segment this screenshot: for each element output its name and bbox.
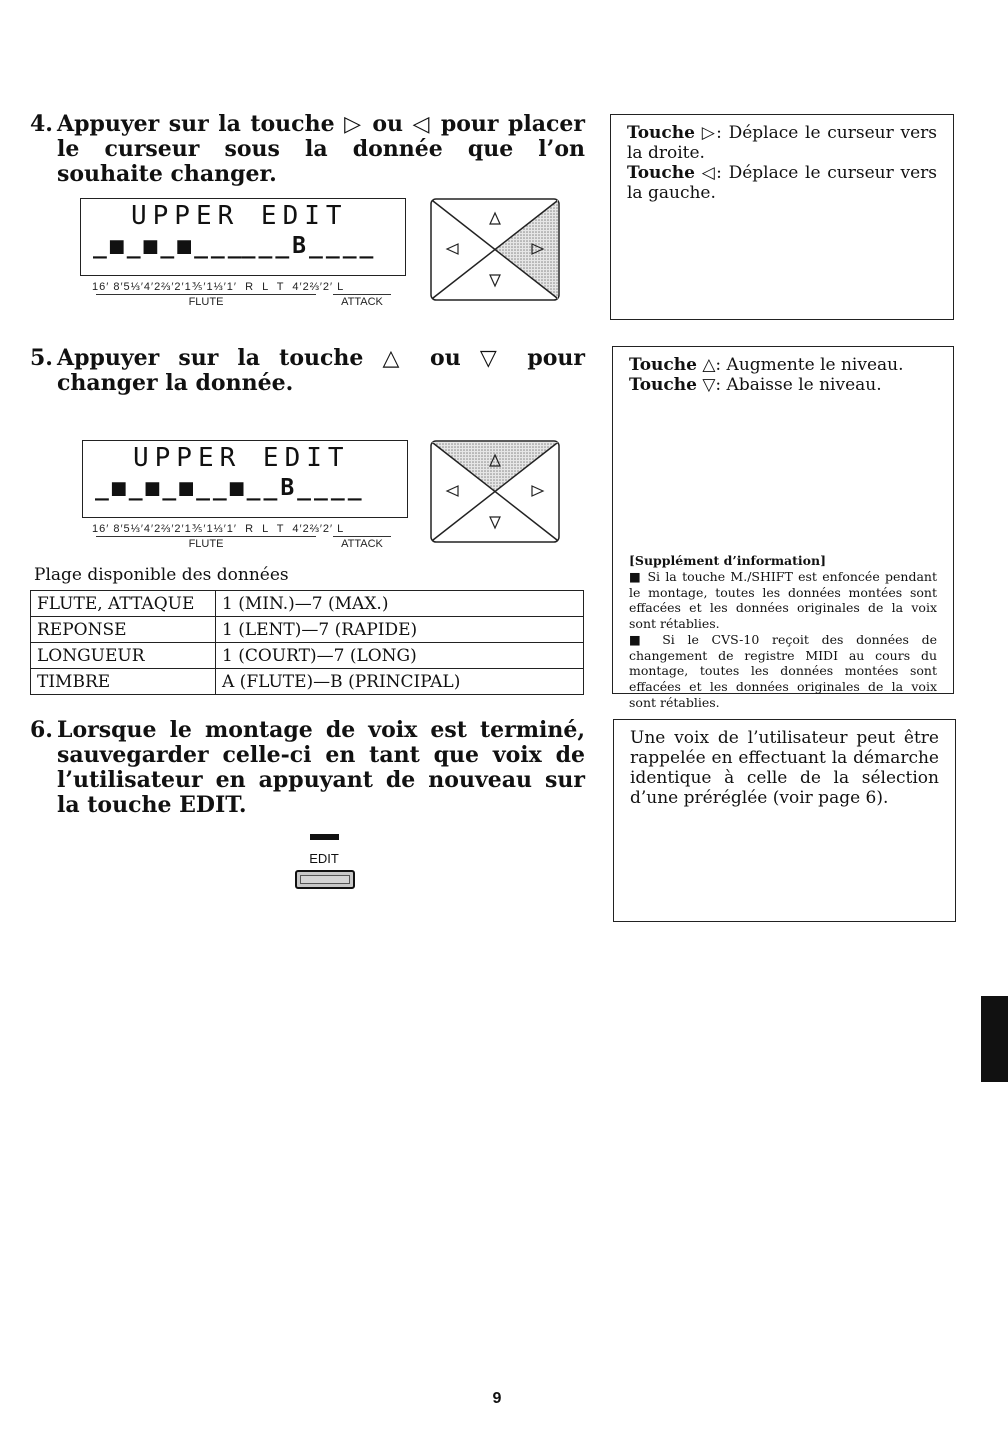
- step-text: Appuyer sur la touche △ ou ▽ pour changer la donnée.: [57, 345, 585, 396]
- lcd-group-attack: ATTACK: [333, 294, 391, 308]
- lcd-data-row: _■_■_■___̲__B____: [93, 233, 377, 259]
- up-arrow-icon: △: [702, 355, 716, 375]
- lcd-group-attack: ATTACK: [333, 536, 391, 550]
- table-cell: A (FLUTE)—B (PRINCIPAL): [216, 669, 584, 695]
- note-key-label: Touche: [627, 163, 695, 183]
- edit-button[interactable]: [295, 870, 355, 889]
- table-cell: 1 (MIN.)—7 (MAX.): [216, 591, 584, 617]
- table-cell: REPONSE: [31, 617, 216, 643]
- note-text: : Augmente le niveau.: [715, 355, 904, 375]
- range-title: Plage disponible des données: [34, 565, 289, 585]
- section-tab-marker: [981, 996, 1008, 1082]
- note-key-label: Touche: [629, 375, 697, 395]
- note-box-user-voice: [613, 719, 956, 922]
- note-text: : Déplace le curseur vers la gauche.: [627, 163, 938, 203]
- lcd-title: UPPER EDIT: [133, 443, 350, 473]
- note-text: Une voix de l’utilisateur peut être rappelée en effectuant la démarche identique à celle de la sélection d’une préréglée (voir page 6).: [630, 728, 939, 808]
- supplement-title: [Supplément d’information]: [629, 553, 827, 568]
- table-row: [31, 591, 584, 617]
- note-key-label: Touche: [629, 355, 697, 375]
- supplement-item: ■ Si le CVS-10 reçoit des données de changement de registre MIDI au cours du montage, toutes les données montées sont effacées et les données originales de la voix sont rétablies.: [629, 631, 937, 710]
- right-arrow-icon: ▷: [701, 123, 717, 143]
- step-number: 5.: [30, 345, 53, 371]
- lcd-data-row: _■_■_■__■__B____: [95, 475, 365, 501]
- supplement-item: ■ Si la touche M./SHIFT est enfoncée pendant le montage, toutes les données montées sont effacées et les données originales de la voix sont rétablies.: [629, 569, 937, 632]
- page-number: 9: [492, 1390, 502, 1407]
- edit-button-illustration: [294, 834, 356, 890]
- lcd-group-flute: FLUTE: [96, 294, 316, 308]
- note-box-level: [612, 346, 954, 710]
- down-arrow-icon: ▽: [702, 375, 716, 395]
- note-key-label: Touche: [627, 123, 695, 143]
- table-cell: 1 (COURT)—7 (LONG): [216, 643, 584, 669]
- step-4: [30, 112, 585, 187]
- lcd-footage-labels: 16′ 8′5⅓′4′2⅔′2′1⅗′1⅓′1′ R L T 4′2⅔′2′ L: [92, 281, 345, 293]
- edit-led-indicator: [310, 834, 339, 840]
- lcd-group-flute: FLUTE: [96, 536, 316, 550]
- cursor-pad-1[interactable]: [430, 198, 560, 301]
- left-arrow-icon: ◁: [701, 163, 717, 183]
- step-6: [30, 718, 585, 818]
- lcd-footage-labels: 16′ 8′5⅓′4′2⅔′2′1⅗′1⅓′1′ R L T 4′2⅔′2′ L: [92, 523, 345, 535]
- range-table: [30, 590, 584, 695]
- note-text: : Déplace le curseur vers la droite.: [627, 123, 938, 163]
- table-cell: 1 (LENT)—7 (RAPIDE): [216, 617, 584, 643]
- step-number: 6.: [30, 717, 53, 743]
- lcd-display-2: [82, 440, 408, 518]
- lcd-title: UPPER EDIT: [131, 201, 348, 231]
- table-row: [31, 617, 584, 643]
- table-cell: TIMBRE: [31, 669, 216, 695]
- edit-label: EDIT: [309, 851, 339, 866]
- table-cell: FLUTE, ATTAQUE: [31, 591, 216, 617]
- lcd-display-1: [80, 198, 406, 276]
- cursor-pad-2[interactable]: [430, 440, 560, 543]
- table-row: [31, 669, 584, 695]
- step-text: Lorsque le montage de voix est terminé, sauvegarder celle-ci en tant que voix de l’utilisateur en appuyant de nouveau sur la touche EDIT.: [57, 717, 585, 818]
- step-text: Appuyer sur la touche ▷ ou ◁ pour placer le curseur sous la donnée que l’on souhaite changer.: [57, 111, 585, 187]
- step-5: [30, 346, 585, 396]
- table-cell: LONGUEUR: [31, 643, 216, 669]
- note-box-cursor: [610, 114, 954, 320]
- note-text: : Abaisse le niveau.: [715, 375, 882, 395]
- step-number: 4.: [30, 111, 53, 137]
- table-row: [31, 643, 584, 669]
